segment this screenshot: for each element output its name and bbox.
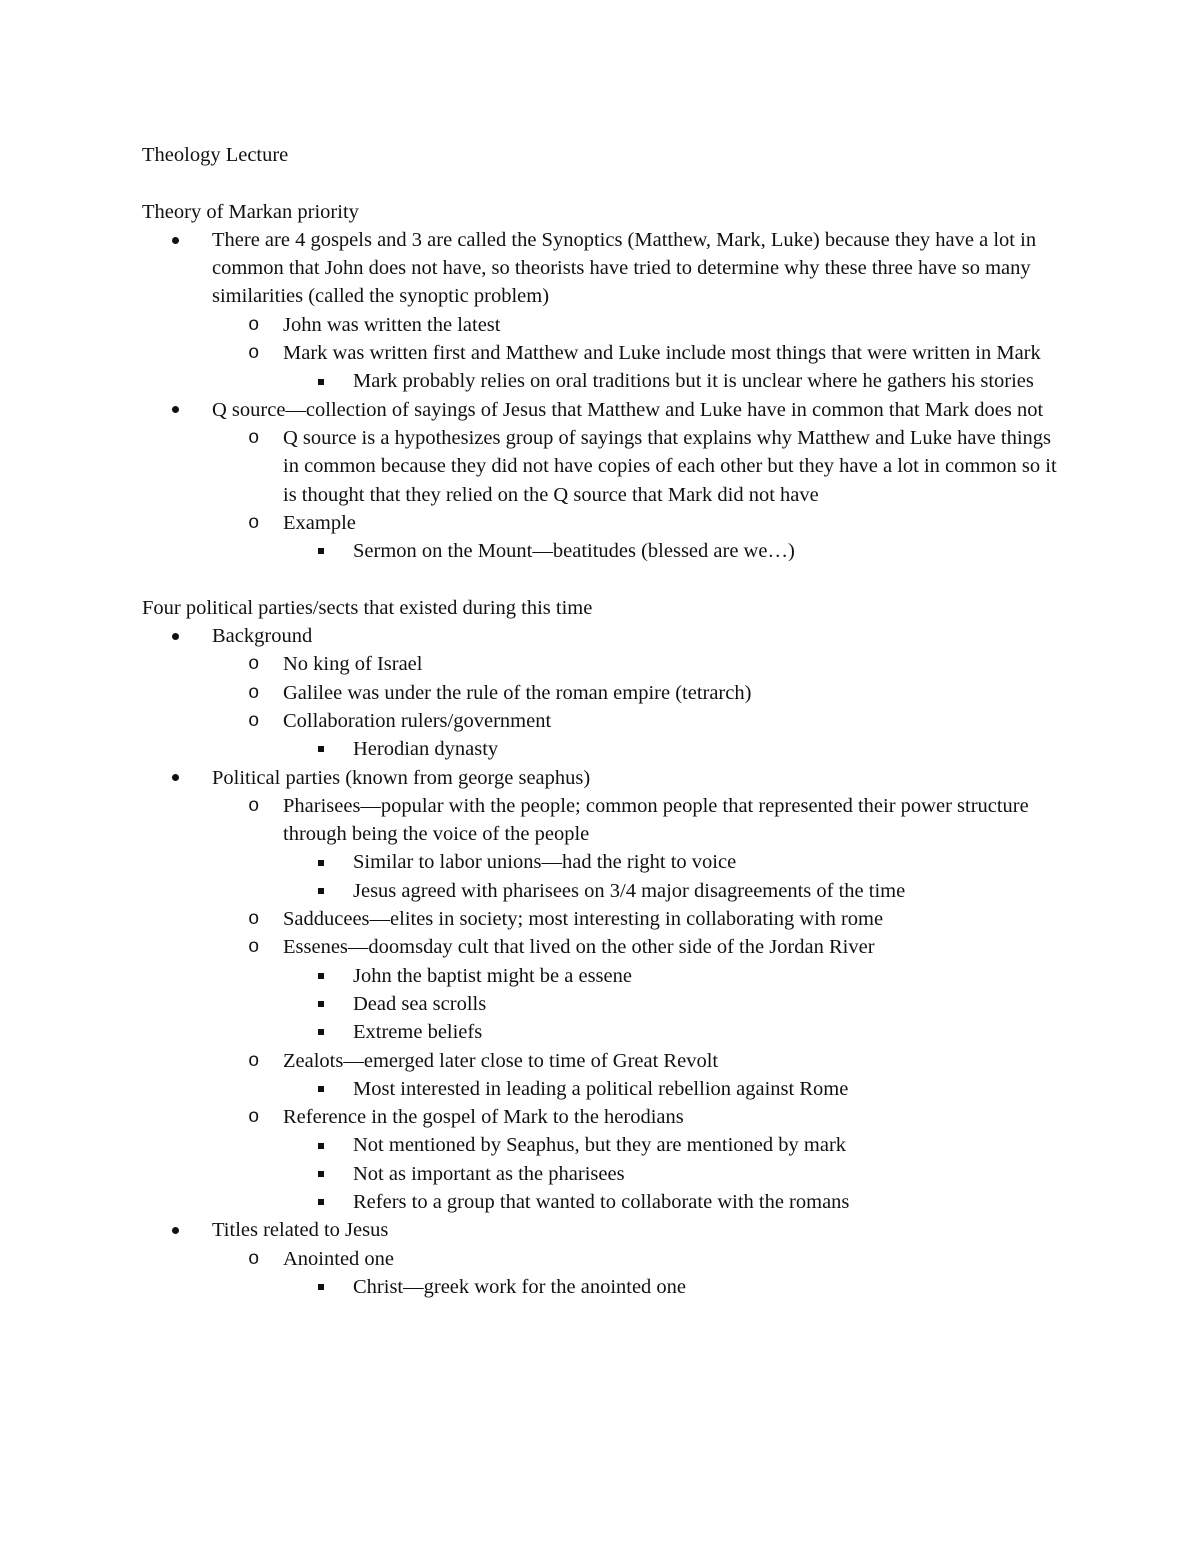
- item-text: Not as important as the pharisees: [353, 1162, 625, 1185]
- item-text: Most interested in leading a political rebellion against Rome: [353, 1077, 849, 1100]
- item-text: Christ—greek work for the anointed one: [353, 1275, 687, 1298]
- item-text: Mark probably relies on oral traditions but it is unclear where he gathers his stories: [353, 370, 1034, 393]
- item-text: Not mentioned by Seaphus, but they are mentioned by mark: [353, 1134, 847, 1157]
- item-text: Political parties (known from george seaphus): [212, 766, 591, 789]
- item-text: Anointed one: [283, 1247, 395, 1270]
- item-text: Mark was written first and Matthew and Luke include most things that were written in Mark: [283, 342, 1041, 365]
- item-text: Jesus agreed with pharisees on 3/4 major disagreements of the time: [353, 879, 906, 902]
- item-text: Collaboration rulers/government: [283, 709, 552, 732]
- hollow-circle-icon: o: [248, 709, 260, 732]
- sub-sub-bullet-item: [142, 1131, 1062, 1159]
- square-bullet-icon: [318, 1075, 324, 1103]
- bullet-dot-icon: [172, 764, 179, 792]
- square-bullet-icon: [318, 848, 324, 876]
- item-text: Herodian dynasty: [353, 738, 499, 761]
- square-bullet-icon: [318, 1273, 324, 1301]
- square-bullet-icon: [318, 1160, 324, 1188]
- item-text: Sadducees—elites in society; most interesting in collaborating with rome: [283, 908, 884, 931]
- bullet-dot-icon: [172, 396, 179, 424]
- hollow-circle-icon: o: [248, 1049, 260, 1072]
- sub-sub-bullet-item: [142, 990, 1062, 1018]
- item-text: Q source is a hypothesizes group of sayings that explains why Matthew and Luke have things in common because they did not have copies of each other but they have a lot in common so it is thought that they relied on the Q source that Mark did not have: [283, 426, 1057, 506]
- hollow-circle-icon: o: [248, 681, 260, 704]
- square-bullet-icon: [318, 537, 324, 565]
- square-bullet-icon: [318, 990, 324, 1018]
- sub-sub-bullet-item: [142, 1018, 1062, 1046]
- item-text: Extreme beliefs: [353, 1021, 483, 1044]
- document-title: Theology Lecture: [142, 144, 289, 166]
- bullet-list: [142, 622, 1062, 1301]
- sub-bullet-item: [142, 933, 1062, 961]
- square-bullet-icon: [318, 735, 324, 763]
- section-heading: Four political parties/sects that existed during this time: [142, 596, 593, 619]
- document-body: [142, 141, 1062, 1301]
- item-text: Background: [212, 625, 313, 648]
- sub-sub-bullet-item: [142, 848, 1062, 876]
- sub-bullet-item: [142, 339, 1062, 367]
- sub-bullet-item: [142, 1103, 1062, 1131]
- bullet-item: [142, 226, 1062, 311]
- sub-bullet-item: [142, 707, 1062, 735]
- square-bullet-icon: [318, 962, 324, 990]
- hollow-circle-icon: o: [248, 426, 260, 449]
- sub-sub-bullet-item: [142, 1273, 1062, 1301]
- square-bullet-icon: [318, 1131, 324, 1159]
- hollow-circle-icon: o: [248, 653, 260, 676]
- item-text: Titles related to Jesus: [212, 1219, 389, 1242]
- sub-sub-bullet-item: [142, 367, 1062, 395]
- item-text: No king of Israel: [283, 653, 423, 676]
- sub-bullet-item: [142, 1245, 1062, 1273]
- bullet-item: [142, 622, 1062, 650]
- section-heading: Theory of Markan priority: [142, 200, 359, 223]
- hollow-circle-icon: o: [248, 511, 260, 534]
- item-text: Refers to a group that wanted to collaborate with the romans: [353, 1190, 850, 1213]
- item-text: Reference in the gospel of Mark to the herodians: [283, 1106, 684, 1129]
- sub-sub-bullet-item: [142, 962, 1062, 990]
- item-text: Pharisees—popular with the people; common people that represented their power structure through being the voice of the people: [283, 794, 1029, 846]
- spacer: [142, 169, 1062, 197]
- sub-bullet-item: [142, 509, 1062, 537]
- bullet-dot-icon: [172, 622, 179, 650]
- item-text: Example: [283, 511, 356, 534]
- square-bullet-icon: [318, 1188, 324, 1216]
- bullet-dot-icon: [172, 226, 179, 254]
- sub-bullet-item: [142, 1047, 1062, 1075]
- sections: [142, 198, 1062, 1302]
- bullet-item: [142, 764, 1062, 792]
- sub-sub-bullet-item: [142, 1160, 1062, 1188]
- sub-bullet-item: [142, 424, 1062, 509]
- spacer: [142, 565, 1062, 593]
- item-text: Q source—collection of sayings of Jesus that Matthew and Luke have in common that Mark does not: [212, 398, 1044, 421]
- bullet-item: [142, 396, 1062, 424]
- sub-bullet-item: [142, 905, 1062, 933]
- hollow-circle-icon: o: [248, 908, 260, 931]
- item-text: John was written the latest: [283, 313, 501, 336]
- item-text: John the baptist might be a essene: [353, 964, 632, 987]
- hollow-circle-icon: o: [248, 342, 260, 365]
- sub-sub-bullet-item: [142, 1075, 1062, 1103]
- hollow-circle-icon: o: [248, 1106, 260, 1129]
- hollow-circle-icon: o: [248, 794, 260, 817]
- hollow-circle-icon: o: [248, 936, 260, 959]
- bullet-list: [142, 226, 1062, 566]
- sub-sub-bullet-item: [142, 877, 1062, 905]
- square-bullet-icon: [318, 877, 324, 905]
- item-text: Sermon on the Mount—beatitudes (blessed are we…): [353, 540, 795, 563]
- item-text: Galilee was under the rule of the roman empire (tetrarch): [283, 681, 752, 704]
- square-bullet-icon: [318, 367, 324, 395]
- sub-sub-bullet-item: [142, 735, 1062, 763]
- hollow-circle-icon: o: [248, 313, 260, 336]
- item-text: Dead sea scrolls: [353, 992, 487, 1015]
- item-text: Zealots—emerged later close to time of Great Revolt: [283, 1049, 719, 1072]
- item-text: Essenes—doomsday cult that lived on the other side of the Jordan River: [283, 936, 875, 959]
- sub-bullet-item: [142, 679, 1062, 707]
- sub-bullet-item: [142, 792, 1062, 849]
- bullet-item: [142, 1216, 1062, 1244]
- hollow-circle-icon: o: [248, 1247, 260, 1270]
- sub-sub-bullet-item: [142, 1188, 1062, 1216]
- item-text: Similar to labor unions—had the right to voice: [353, 851, 737, 874]
- item-text: There are 4 gospels and 3 are called the Synoptics (Matthew, Mark, Luke) because they have a lot in common that John does not have, so theorists have tried to determine why these three have so many similarities (called the synoptic problem): [212, 228, 1037, 308]
- sub-bullet-item: [142, 650, 1062, 678]
- sub-bullet-item: [142, 311, 1062, 339]
- bullet-dot-icon: [172, 1216, 179, 1244]
- sub-sub-bullet-item: [142, 537, 1062, 565]
- square-bullet-icon: [318, 1018, 324, 1046]
